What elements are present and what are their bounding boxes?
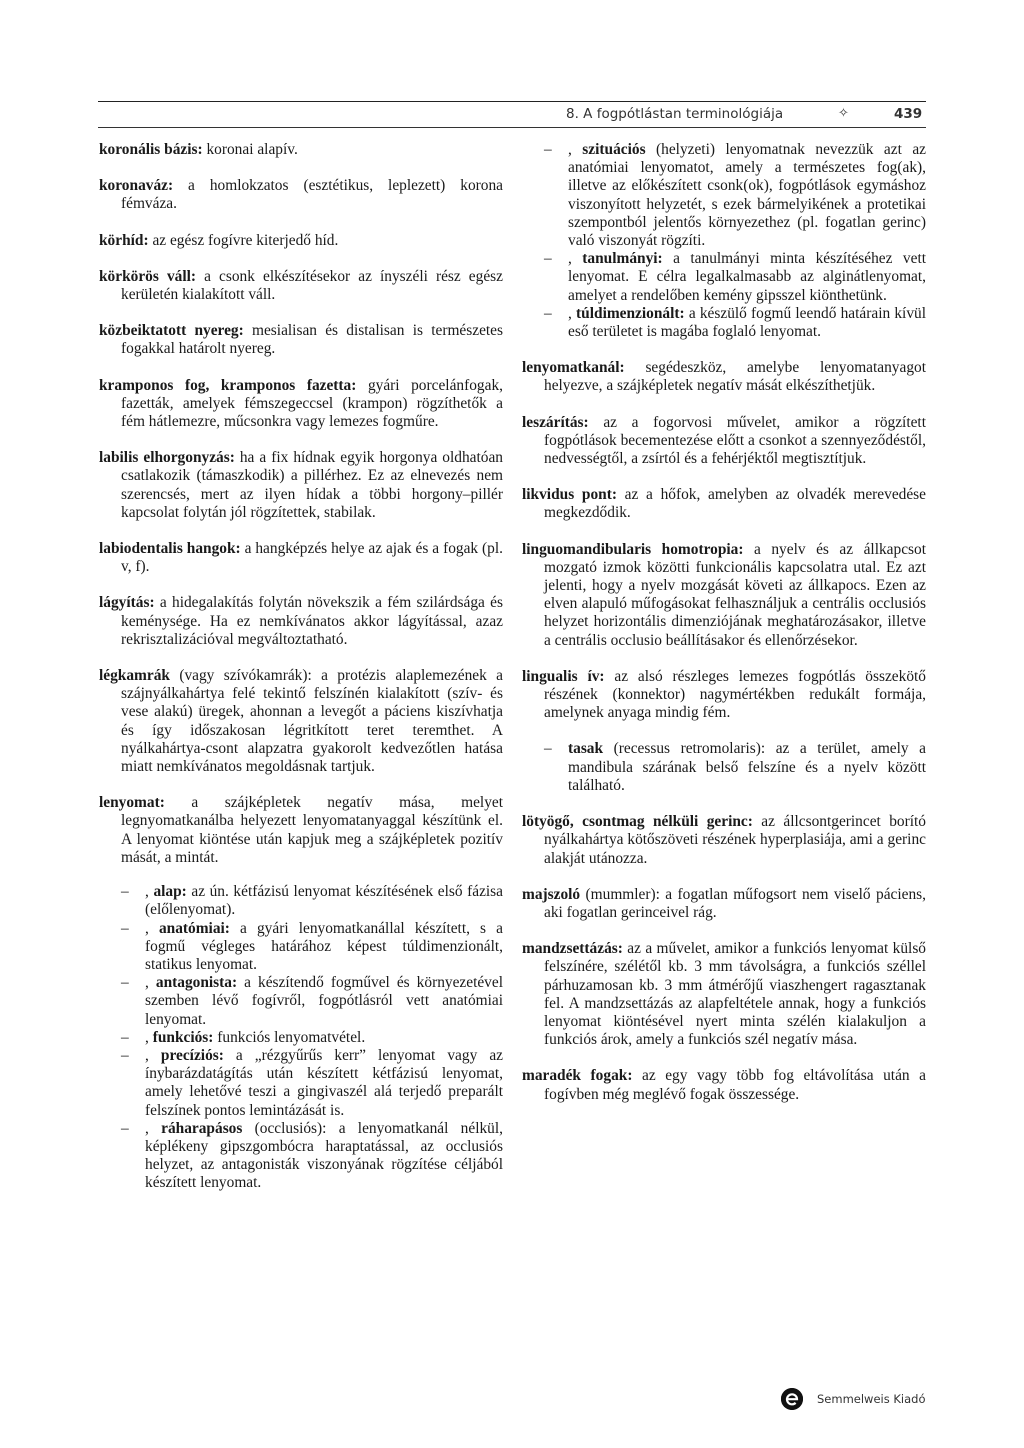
sub-definition: (helyzeti) lenyomatnak nevezzük azt az anatómiai lenyomatot, amely a természetes fog(ak), illetve az előkészített csonk(ok), fogpótlások egymáshoz viszonyított helyzetét, s ezek bármelyikének a protetikai szempontból jelentős környezethez (pl. fogatlan gerinc) való viszonyát rögzíti. (568, 141, 926, 250)
sub-definition: a készítendő fogművel és környezetével szemben lévő fogívről, fogpótlásról vett anatómiai lenyomat. (145, 974, 503, 1028)
dash-marker: – (544, 141, 552, 158)
entry-definition: (vagy szívókamrák): a protézis alaplemezének a szájnyálkahártya felé tekintő felszínén kialakított (szív- és vese alakú) üregek, ahonnan a levegőt a páciens kiszívhatja és így időszakosan légritkított teret teremthet. A nyálkahártya-csont alapzatra gyakorolt kedvezőtlen hatása miatt nemkívánatos megoldásnak tartjuk. (121, 667, 503, 776)
header-rule-top (98, 101, 926, 102)
dash-marker: – (121, 883, 129, 901)
sub-term: precíziós: (160, 1046, 224, 1064)
entry-term: majszoló (522, 885, 581, 903)
sub-entry (99, 1047, 503, 1120)
sub-definition: a tanulmányi minta készítéséhez vett lenyomat. E célra legalkalmasabb az alginátlenyomat, amelyet a rendelőben kemény gipsszel kiönthetünk. (568, 250, 926, 304)
entry-term: labiodentalis hangok: (99, 540, 241, 558)
publisher-name: Semmelweis Kiadó (817, 1392, 926, 1406)
glossary-entry (522, 541, 926, 650)
sub-entry (522, 740, 926, 795)
entry-term: lenyomat: (99, 794, 165, 812)
sub-prefix: , (145, 919, 159, 937)
entry-definition: a szájképletek negatív mása, melyet legnyomatkanálba helyezett lenyomatanyaggal készítünk el. A lenyomat kiöntése után kapjuk meg a szájképletek pozitív mását, a mintát. (121, 794, 503, 866)
entry-term: lötyögő, csontmag nélküli gerinc: (522, 813, 753, 831)
entry-definition: a homlokzatos (esztétikus, leplezett) korona fémváza. (121, 177, 503, 213)
sub-prefix: , (568, 141, 583, 158)
entry-definition: az állcsontgerincet borító nyálkahártya kötőszöveti részének hyperplasiája, ami a gerinc alakját utánozza. (544, 813, 927, 867)
semmelweis-logo-icon (781, 1388, 803, 1410)
section-title: 8. A fogpótlástan terminológiája (566, 106, 784, 122)
entry-definition: segédeszköz, amelybe lenyomatanyagot helyezve, a szájképletek negatív mását elkészíthetjük. (544, 359, 926, 395)
dash-marker: – (544, 740, 552, 758)
sub-prefix: , (568, 304, 577, 322)
entry-term: légkamrák (99, 667, 170, 685)
entry-definition: mesialisan és distalisan is természetes fogakkal határolt nyereg. (121, 322, 503, 358)
glossary-entry (522, 813, 926, 868)
sub-entry (99, 974, 503, 1029)
dash-marker: – (121, 1119, 129, 1137)
sub-definition: a „rézgyűrűs kerr” lenyomat vagy az ínybarázdatágítás után készített kétfázisú lenyomat, amely lehetővé teszi a gingivaszél alá terjedő preparált felszínek pontos lemintázását is. (145, 1046, 503, 1119)
glossary-entry (99, 141, 503, 159)
sub-term: tanulmányi: (582, 250, 663, 268)
entry-term: lenyomatkanál: (522, 359, 625, 377)
sub-term: alap: (153, 883, 187, 901)
sub-term: anatómiai: (158, 919, 230, 937)
sub-prefix: , (145, 1046, 161, 1064)
glossary-entry (522, 668, 926, 723)
sub-prefix: , (568, 250, 583, 268)
sub-prefix: , (145, 883, 154, 901)
glossary-entry (522, 886, 926, 922)
glossary-entry (99, 177, 503, 213)
dash-marker: – (544, 304, 552, 322)
sub-entry (522, 141, 926, 250)
entry-term: leszárítás: (522, 413, 589, 431)
sub-definition: (recessus retromolaris): az a terület, amely a mandibula szárának belső felszíne és a nyelv között található. (568, 740, 926, 794)
sub-definition: a készülő fogmű leendő határain kívül eső területet is magába foglaló lenyomat. (568, 304, 926, 341)
glossary-entry (522, 486, 926, 522)
entry-term: koronális bázis: (99, 141, 203, 158)
entry-term: maradék fogak: (522, 1067, 633, 1085)
glossary-entry (99, 667, 503, 776)
entry-term: lágyítás: (99, 594, 155, 612)
entry-term: mandzsettázás: (522, 940, 623, 958)
sub-entry (99, 920, 503, 975)
sub-definition: a gyári lenyomatkanállal készített, s a fogmű végleges határához képest túldimenzionált, statikus lenyomat. (145, 919, 503, 973)
lenyomat-subentries (99, 883, 503, 1192)
entry-term: körhíd: (99, 231, 149, 249)
sub-term: túldimenzionált: (576, 304, 685, 322)
sub-term: tasak (568, 740, 604, 758)
entry-definition: az egész fogívre kiterjedő híd. (148, 231, 339, 249)
sub-prefix: , (145, 1119, 162, 1137)
dash-marker: – (121, 1046, 129, 1064)
entry-term: koronaváz: (99, 177, 174, 195)
sub-definition: az ún. kétfázisú lenyomat készítésének első fázisa (előlenyomat). (145, 883, 504, 919)
glossary-entry (99, 322, 503, 358)
glossary-entry (522, 359, 926, 395)
entry-definition: az a hőfok, amelyben az olvadék merevedése megkezdődik. (544, 486, 926, 522)
entry-definition: ha a fix hídnak egyik horgonya oldhatóan csatlakozik (támaszkodik) a pillérhez. Ez az elnevezés nem szerencsés, mert az ilyen hídak a többi horgony–pillér kapcsolat folytán jól rögzítettek, stabilak. (121, 449, 503, 521)
dash-marker: – (121, 919, 129, 937)
sub-prefix: , (145, 1028, 153, 1046)
sub-term: ráharapásos (161, 1119, 243, 1137)
sub-entry (522, 305, 926, 341)
entry-term: labilis elhorgonyzás: (99, 449, 235, 467)
right-column (522, 141, 926, 1122)
entry-definition: koronai alapív. (202, 141, 298, 158)
sub-entry (522, 250, 926, 305)
entry-definition: a hangképzés helye az ajak és a fogak (pl. v, f). (121, 540, 503, 576)
glossary-entry (522, 1067, 926, 1103)
dash-marker: – (121, 974, 129, 992)
entry-definition: a csonk elkészítésekor az ínyszéli rész egész kerületén kialakított váll. (121, 267, 503, 304)
entry-definition: gyári porcelánfogak, fazetták, amelyek fémszegeccsel (krampon) rögzíthetők a fém hátlemezre, műcsonkra vagy lemezes fogműre. (121, 376, 503, 431)
entry-term: lingualis ív: (522, 667, 605, 685)
entry-term: közbeiktatott nyereg: (99, 322, 244, 340)
entry-definition: az a fogorvosi művelet, amikor a rögzített fogpótlások becementezése előtt a csonkot a szennyeződéstől, nedvességtől, a zsírtól és a fehérjéktől megtisztítjuk. (544, 413, 926, 468)
entry-definition: a nyelv és az állkapcsot mozgató izmok közötti funkcionális kapcsolatra utal. Ez azt jelenti, hogy a nyelv mozgását követi az állkapocs. Ezen az elven alapuló műfogásokat felhasználjuk a centrális occlusiós helyzet horizontális dimenziójának meghatározásakor, illetve a centrális occlusio beállításakor és ellenőrzésekor. (544, 540, 926, 649)
page-number: 439 (894, 106, 923, 122)
sub-term: szituációs (582, 141, 646, 158)
header-rule-bottom (98, 127, 926, 128)
glossary-entry (99, 377, 503, 432)
glossary-entry (99, 794, 503, 867)
sub-term: antagonista: (155, 974, 238, 992)
entry-definition: az egy vagy több fog eltávolítása után a fogívben még meglévő fogak összessége. (544, 1067, 926, 1103)
entry-definition: az alsó részleges lemezes fogpótlás összekötő részének (konnektor) nagymértékben redukált formája, amelynek anyaga mindig fém. (544, 667, 926, 722)
entry-definition: az a művelet, amikor a funkciós lenyomat külső felszínére, szélétől kb. 3 mm távolságra, a funkciós széllel párhuzamosan kb. 3 mm átmérőjű viaszhengert ragasztanak fel. A mandzsettázás az alapfeltétele annak, hogy a funkciós lenyomat kiöntésével nyert minta szélén kialakuljon a funkciós árok, amely a funkciós szél negatív mása. (544, 940, 926, 1049)
lingualis-subentries (522, 740, 926, 795)
sub-term: funkciós: (152, 1028, 214, 1046)
entry-definition: a hidegalakítás folytán növekszik a fém szilárdsága és keménysége. Ha ez nemkívánatos akkor lágyítással, azaz rekrisztalizációval megváltoztatható. (121, 594, 503, 648)
glossary-entry (99, 268, 503, 304)
dash-marker: – (121, 1028, 129, 1046)
glossary-entry (522, 940, 926, 1049)
glossary-entry (99, 540, 503, 576)
glossary-entry (99, 594, 503, 649)
glossary-entry (99, 232, 503, 250)
left-column (99, 141, 503, 1211)
diamond-icon: ✧ (838, 106, 849, 121)
sub-entry (99, 883, 503, 919)
sub-entry (99, 1120, 503, 1193)
entry-term: likvidus pont: (522, 486, 617, 504)
entry-term: körkörös váll: (99, 267, 197, 285)
sub-definition: funkciós lenyomatvétel. (213, 1028, 366, 1046)
entry-term: linguomandibularis homotropia: (522, 540, 744, 558)
sub-definition: (occlusiós): a lenyomatkanál nélkül, képlékeny gipszgombócra haraptatással, az occlusiós helyzet, az antagonisták viszonyának rögzítése céljából készített lenyomat. (145, 1119, 503, 1192)
lenyomat-subentries-continued (522, 141, 926, 341)
glossary-entry (522, 414, 926, 469)
entry-definition: (mummler): a fogatlan műfogsort nem viselő páciens, aki fogatlan gerinceivel rág. (544, 885, 926, 921)
sub-prefix: , (145, 974, 156, 992)
dash-marker: – (544, 250, 552, 268)
entry-term: kramponos fog, kramponos fazetta: (99, 376, 357, 394)
sub-entry (99, 1029, 503, 1047)
glossary-entry (99, 449, 503, 522)
